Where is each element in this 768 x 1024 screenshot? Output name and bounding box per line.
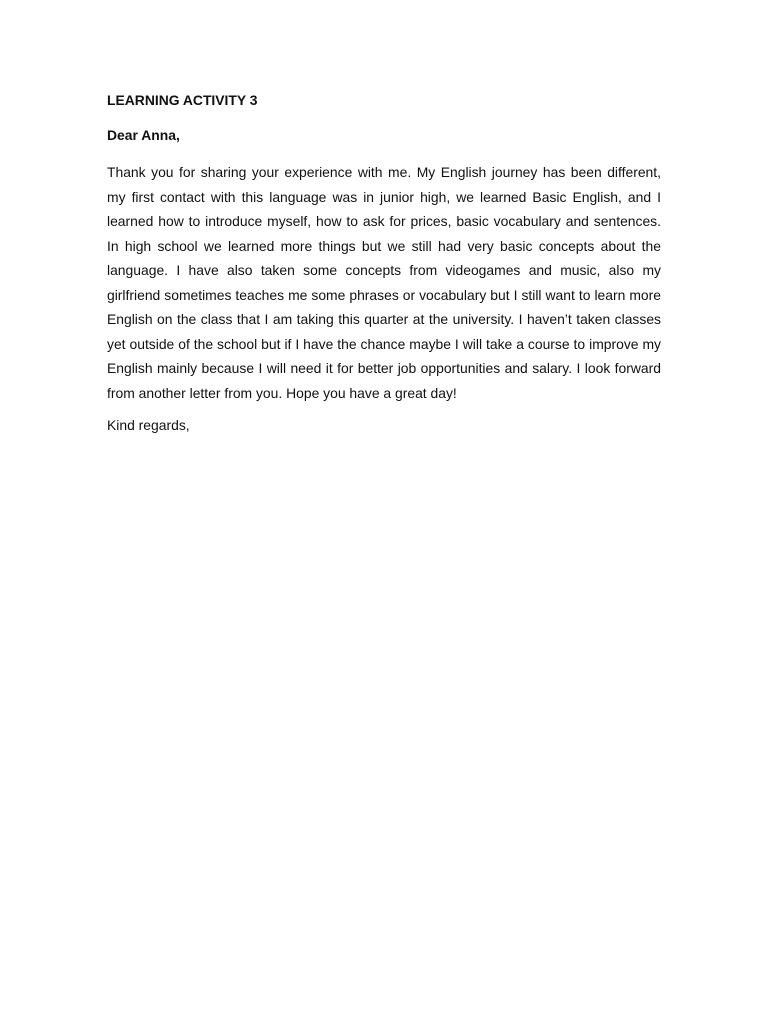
letter-content [107, 90, 661, 435]
document-title: LEARNING ACTIVITY 3 [107, 92, 258, 108]
letter-salutation: Dear Anna, [107, 127, 180, 143]
letter-closing: Kind regards, [107, 417, 190, 433]
letter-body: Thank you for sharing your experience with me. My English journey has been different, my first contact with this language was in junior high, we learned Basic English, and I learned how to introduce myself, how to ask for prices, basic vocabulary and sentences. In high school we learned more things but we still had very basic concepts about the language. I have also taken some concepts from videogames and music, also my girlfriend sometimes teaches me some phrases or vocabulary but I still want to learn more English on the class that I am taking this quarter at the university. I haven’t taken classes yet outside of the school but if I have the chance maybe I will take a course to improve my English mainly because I will need it for better job opportunities and salary. I look forward from another letter from you. Hope you have a great day! [107, 164, 661, 401]
